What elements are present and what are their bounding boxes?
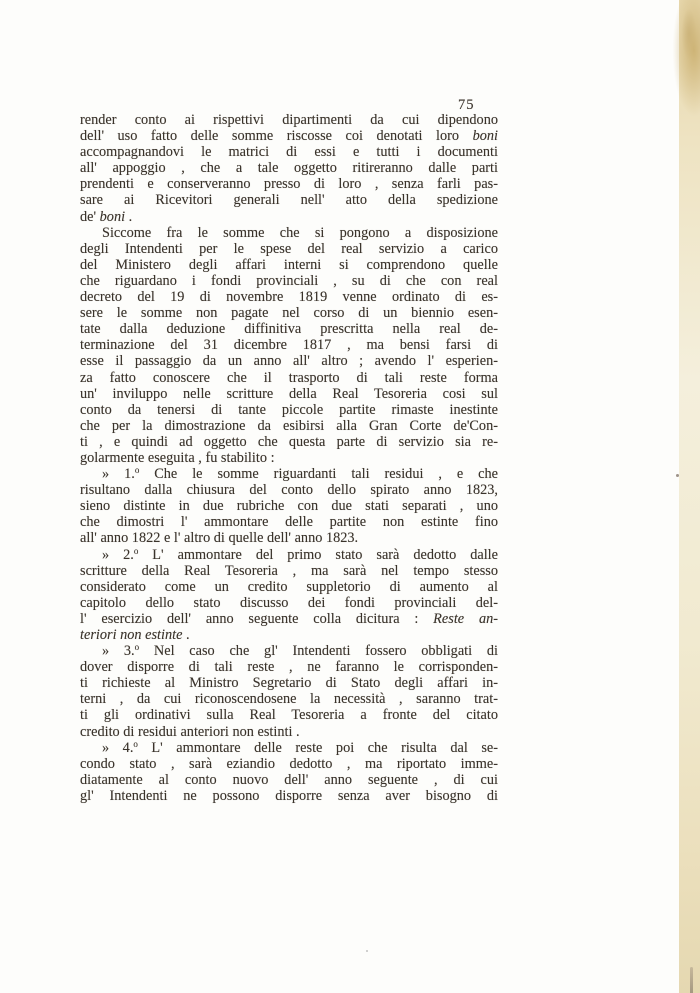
text-line bbox=[80, 724, 498, 740]
text-line bbox=[80, 450, 498, 466]
text-line bbox=[80, 707, 498, 723]
text-segment: o bbox=[134, 643, 140, 653]
text-line bbox=[80, 337, 498, 353]
text-segment: dell' uso fatto delle somme riscosse coi denotati loro bbox=[80, 128, 473, 145]
text-segment: Reste an- bbox=[433, 610, 498, 627]
text-line bbox=[80, 434, 498, 450]
page-number: 75 bbox=[458, 97, 475, 113]
text-line bbox=[80, 386, 498, 402]
text-segment: l' esercizio dell' anno seguente colla dicitura : bbox=[80, 610, 434, 627]
text-line bbox=[80, 305, 498, 321]
text-segment: esse il passaggio da un anno all' altro ; avendo l' esperien- bbox=[80, 353, 498, 370]
text-segment: boni bbox=[99, 208, 126, 225]
text-line bbox=[80, 514, 498, 530]
page-text-block bbox=[80, 112, 498, 804]
page-edge-shadow-mark bbox=[690, 967, 693, 993]
text-segment: boni bbox=[472, 128, 498, 145]
text-segment: dover disporre di tali reste , ne faranno le corrisponden- bbox=[80, 659, 498, 676]
text-line bbox=[80, 257, 498, 273]
scan-speck bbox=[676, 474, 679, 477]
text-segment: che riguardano i fondi provinciali , su di che con real bbox=[80, 272, 498, 289]
text-segment: che dimostri l' ammontare delle partite non estinte fino bbox=[80, 514, 498, 531]
text-line bbox=[80, 128, 498, 144]
text-segment: o bbox=[134, 466, 140, 476]
text-segment: che per la dimostrazione da esibirsi alla Gran Corte de'Con- bbox=[80, 417, 498, 434]
text-line bbox=[80, 547, 498, 563]
text-segment: o bbox=[133, 739, 138, 749]
text-segment: » 3. bbox=[102, 643, 135, 660]
text-segment: sere le somme non pagate nel corso di un biennio esen- bbox=[80, 305, 498, 322]
text-segment: diatamente al conto nuovo dell' anno seguente , di cui bbox=[80, 771, 498, 788]
text-line bbox=[80, 611, 498, 627]
text-segment: sieno distinte in due rubriche con due stati separati , uno bbox=[80, 498, 498, 515]
text-segment: Nel caso che gl' Intendenti fossero obbligati di bbox=[139, 643, 498, 660]
text-segment: » 1. bbox=[102, 466, 135, 483]
text-line bbox=[80, 353, 498, 369]
text-segment: considerato come un credito suppletorio di aumento al bbox=[80, 578, 498, 595]
text-line bbox=[80, 418, 498, 434]
scan-speck bbox=[366, 950, 368, 952]
text-line bbox=[80, 402, 498, 418]
text-line bbox=[80, 225, 498, 241]
text-line bbox=[80, 530, 498, 546]
text-segment: golarmente eseguita , fu stabilito : bbox=[80, 449, 275, 466]
text-line bbox=[80, 675, 498, 691]
text-segment: all' anno 1822 e l' altro di quelle dell' anno 1823. bbox=[80, 530, 359, 547]
text-segment: degli Intendenti per le spese del real servizio a carico bbox=[80, 240, 498, 257]
text-segment: tate dalla deduzione diffinitiva prescritta nella real de- bbox=[80, 321, 498, 338]
text-segment: . bbox=[182, 627, 190, 643]
text-segment: gl' Intendenti ne possono disporre senza aver bisogno di bbox=[80, 787, 498, 804]
text-line bbox=[80, 209, 498, 225]
text-line bbox=[80, 563, 498, 579]
text-line bbox=[80, 788, 498, 804]
text-segment: sare ai Ricevitori generali nell' atto della spedizione bbox=[80, 192, 498, 209]
text-segment: Che le somme riguardanti tali residui , e che bbox=[139, 466, 498, 483]
text-segment: decreto del 19 di novembre 1819 venne ordinato di es- bbox=[80, 289, 498, 306]
text-line bbox=[80, 192, 498, 208]
text-segment: za fatto conoscere che il trasporto di tali reste forma bbox=[80, 369, 498, 386]
text-line bbox=[80, 289, 498, 305]
text-line bbox=[80, 241, 498, 257]
text-segment: teriori non estinte bbox=[80, 627, 183, 643]
text-line bbox=[80, 112, 498, 128]
text-line bbox=[80, 579, 498, 595]
text-segment: capitolo dello stato discusso dei fondi provinciali del- bbox=[80, 594, 498, 611]
text-segment: render conto ai rispettivi dipartimenti da cui dipendono bbox=[80, 112, 498, 128]
text-line bbox=[80, 740, 498, 756]
text-segment: prendenti e conserveranno presso di loro , senza farli pas- bbox=[80, 176, 498, 193]
text-line bbox=[80, 595, 498, 611]
text-segment: ti gli ordinativi sulla Real Tesoreria a fronte del citato bbox=[80, 707, 498, 724]
text-line bbox=[80, 659, 498, 675]
text-segment: scritture della Real Tesoreria , ma sarà nel tempo stesso bbox=[80, 562, 498, 579]
text-segment: ti , e quindi ad oggetto che questa parte di servizio sia re- bbox=[80, 433, 498, 450]
text-segment: L' ammontare del primo stato sarà dedotto dalle bbox=[138, 546, 498, 563]
text-segment: ti richieste al Ministro Segretario di Stato degli affari in- bbox=[80, 675, 498, 692]
text-segment: conto da tenersi di tante piccole partite rimaste inestinte bbox=[80, 401, 498, 418]
text-segment: o bbox=[133, 546, 139, 556]
book-page-edge-artifact bbox=[652, 0, 700, 993]
text-line bbox=[80, 273, 498, 289]
text-segment: condo stato , sarà eziandio dedotto , ma riportato imme- bbox=[80, 755, 498, 772]
text-segment: risultano dalla chiusura del conto dello spirato anno 1823, bbox=[80, 482, 498, 499]
text-segment: all' appoggio , che a tale oggetto ritireranno dalle parti bbox=[80, 160, 498, 177]
text-segment: del Ministero degli affari interni si comprendono quelle bbox=[80, 256, 498, 273]
text-line bbox=[80, 756, 498, 772]
text-line bbox=[80, 466, 498, 482]
text-line bbox=[80, 144, 498, 160]
text-line bbox=[80, 370, 498, 386]
text-segment: un' inviluppo nelle scritture della Real Tesoreria cosi sul bbox=[80, 385, 498, 402]
text-segment: terminazione del 31 dicembre 1817 , ma bensi farsi di bbox=[80, 337, 498, 354]
text-segment: accompagnandovi le matrici di essi e tutti i documenti bbox=[80, 144, 498, 161]
text-segment: . bbox=[125, 208, 133, 225]
text-line bbox=[80, 643, 498, 659]
text-segment: terni , da cui riconoscendosene la necessità , saranno trat- bbox=[80, 691, 498, 708]
text-line bbox=[80, 160, 498, 176]
text-segment: » 4. bbox=[102, 739, 134, 756]
text-segment: L' ammontare delle reste poi che risulta dal se- bbox=[137, 739, 498, 756]
text-line bbox=[80, 498, 498, 514]
text-segment: credito di residui anteriori non estinti . bbox=[80, 723, 300, 740]
text-segment: de' bbox=[80, 208, 100, 225]
text-line bbox=[80, 691, 498, 707]
text-line bbox=[80, 482, 498, 498]
text-segment: Siccome fra le somme che si pongono a disposizione bbox=[102, 224, 498, 241]
text-line bbox=[80, 772, 498, 788]
text-line bbox=[80, 321, 498, 337]
text-line bbox=[80, 627, 498, 643]
text-segment: » 2. bbox=[102, 546, 134, 563]
text-line bbox=[80, 176, 498, 192]
